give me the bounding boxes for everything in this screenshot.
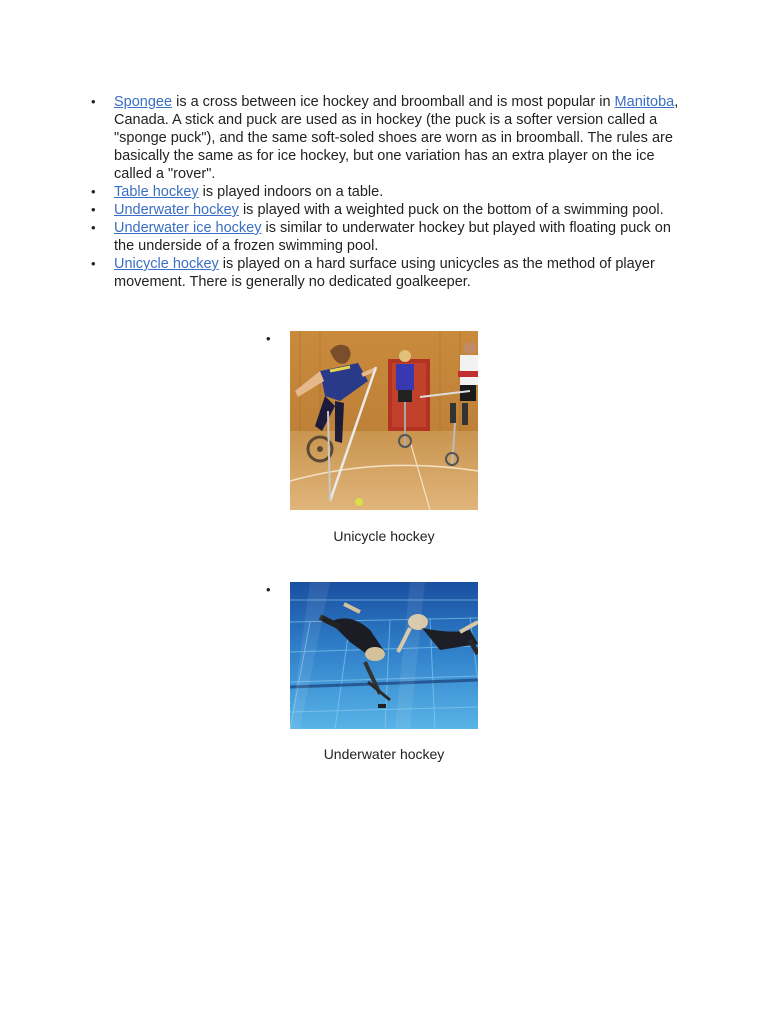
unicycle-hockey-caption: Unicycle hockey [333, 528, 435, 544]
table-hockey-text: is played indoors on a table. [198, 184, 384, 200]
underwater-hockey-image [290, 582, 478, 729]
spongee-text-1: is a cross between ice hockey and broomball and is most popular in [172, 94, 615, 110]
underwater-hockey-text: is played with a weighted puck on the bottom of a swimming pool. [238, 202, 664, 218]
list-item-underwater-hockey [114, 201, 684, 219]
underwater-hockey-link[interactable]: Underwater hockey [114, 202, 239, 218]
list-item-spongee [114, 93, 684, 183]
figure-bullet-2: • [266, 582, 271, 597]
underwater-ice-hockey-text: is similar to underwater hockey but played with floating puck on the underside of a frozen swimming pool. [114, 220, 671, 254]
hockey-variants-list [114, 93, 684, 291]
manitoba-link[interactable]: Manitoba [614, 94, 675, 110]
underwater-ice-hockey-link[interactable]: Underwater ice hockey [114, 220, 262, 236]
unicycle-hockey-image [290, 331, 478, 510]
list-item-table-hockey [114, 183, 684, 201]
list-item-underwater-ice-hockey [114, 219, 684, 255]
unicycle-hockey-photo [290, 331, 478, 510]
figure-bullet-1: • [266, 331, 271, 346]
unicycle-hockey-text: is played on a hard surface using unicycles as the method of player movement. There is generally no dedicated goalkeeper. [114, 256, 655, 290]
underwater-hockey-caption: Underwater hockey [323, 746, 445, 762]
list-item-unicycle-hockey [114, 255, 684, 291]
underwater-hockey-photo [290, 582, 478, 729]
spongee-link[interactable]: Spongee [114, 94, 173, 110]
table-hockey-link[interactable]: Table hockey [114, 184, 199, 200]
spongee-text-2: , Canada. A stick and puck are used as in hockey (the puck is a softer version called a "sponge puck"), and the same soft-soled shoes are worn as in broomball. The rules are basically the same as for ice hockey, but one variation has an extra player on the ice called a "rover". [114, 94, 679, 182]
unicycle-hockey-link[interactable]: Unicycle hockey [114, 256, 219, 272]
